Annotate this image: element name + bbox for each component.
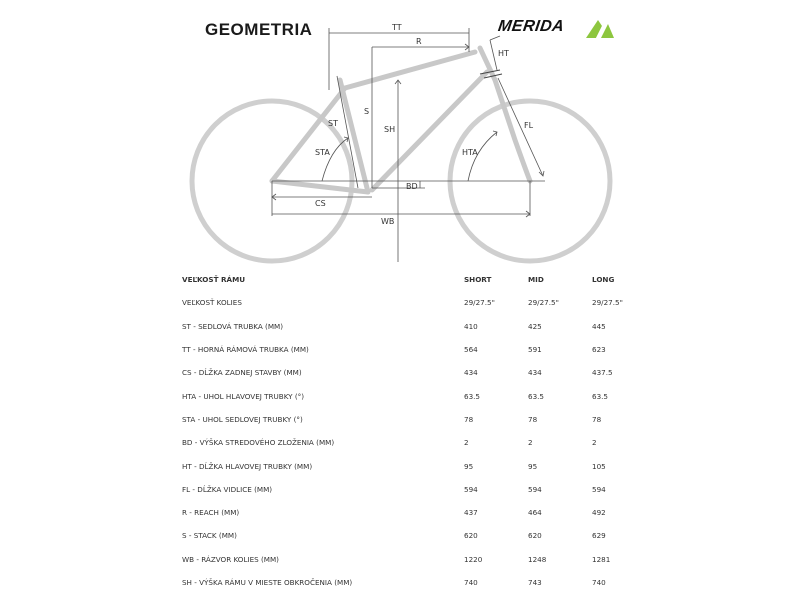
row-label: HTA - UHOL HLAVOVEJ TRUBKY (°) xyxy=(182,391,305,401)
cell-short: 437 xyxy=(464,508,478,518)
row-label: VEĽKOSŤ KOLIES xyxy=(182,298,242,308)
label-cs: CS xyxy=(315,199,326,208)
table-row xyxy=(182,361,632,384)
cell-mid: 464 xyxy=(528,508,542,518)
table-row xyxy=(182,291,632,314)
header-mid: MID xyxy=(528,275,544,285)
cell-long: 445 xyxy=(592,321,606,331)
label-r: R xyxy=(416,37,422,46)
cell-short: 78 xyxy=(464,414,474,424)
cell-mid: 743 xyxy=(528,578,542,587)
row-label: FL - DĹŽKA VIDLICE (MM) xyxy=(182,484,273,494)
header-frame-size: VEĽKOSŤ RÁMU xyxy=(182,275,246,285)
table-header-row xyxy=(182,268,632,291)
row-label: STA - UHOL SEDLOVEJ TRUBKY (°) xyxy=(182,414,303,424)
cell-long: 492 xyxy=(592,508,606,518)
cell-short: 434 xyxy=(464,368,478,378)
cell-long: 29/27.5" xyxy=(592,298,623,308)
row-label: BD - VÝŠKA STREDOVÉHO ZLOŽENIA (MM) xyxy=(182,438,335,448)
table-row xyxy=(182,478,632,501)
cell-long: 740 xyxy=(592,578,606,587)
table-row xyxy=(182,454,632,477)
dimension-lines xyxy=(272,28,545,262)
cell-mid: 63.5 xyxy=(528,391,545,401)
table-row xyxy=(182,548,632,571)
row-label: CS - DĹŽKA ZADNEJ STAVBY (MM) xyxy=(182,368,302,378)
cell-short: 95 xyxy=(464,461,474,471)
table-row xyxy=(182,384,632,407)
table-row xyxy=(182,431,632,454)
cell-short: 29/27.5" xyxy=(464,298,495,308)
cell-short: 564 xyxy=(464,345,478,355)
label-bd: BD xyxy=(406,182,418,191)
row-label: WB - RÁZVOR KOLIES (MM) xyxy=(182,554,279,564)
cell-short: 63.5 xyxy=(464,391,481,401)
label-hta: HTA xyxy=(462,148,478,157)
cell-long: 105 xyxy=(592,461,606,471)
table-row xyxy=(182,338,632,361)
header-long: LONG xyxy=(592,275,615,285)
cell-long: 629 xyxy=(592,531,606,541)
row-label: S - STACK (MM) xyxy=(182,531,237,541)
cell-mid: 620 xyxy=(528,531,542,541)
cell-mid: 425 xyxy=(528,321,542,331)
label-sta: STA xyxy=(315,148,330,157)
geometry-diagram xyxy=(0,0,800,268)
row-label: SH - VÝŠKA RÁMU V MIESTE OBKROČENIA (MM) xyxy=(182,578,353,587)
cell-long: 78 xyxy=(592,414,602,424)
label-ht: HT xyxy=(498,49,509,58)
cell-mid: 591 xyxy=(528,345,542,355)
table-row xyxy=(182,315,632,338)
brand-logo-text: MERIDA xyxy=(496,18,566,35)
geometry-table xyxy=(182,268,632,594)
label-tt: TT xyxy=(392,23,402,32)
label-s: S xyxy=(364,107,370,116)
row-label: TT - HORNÁ RÁMOVÁ TRUBKA (MM) xyxy=(182,345,309,355)
cell-short: 594 xyxy=(464,484,478,494)
cell-short: 740 xyxy=(464,578,478,587)
cell-short: 620 xyxy=(464,531,478,541)
label-sh: SH xyxy=(384,125,396,134)
table-row xyxy=(182,408,632,431)
cell-mid: 29/27.5" xyxy=(528,298,559,308)
header-short: SHORT xyxy=(464,275,492,285)
bike-frame xyxy=(272,48,530,192)
cell-mid: 95 xyxy=(528,461,538,471)
row-label: R - REACH (MM) xyxy=(182,508,240,518)
cell-long: 594 xyxy=(592,484,606,494)
cell-mid: 78 xyxy=(528,414,538,424)
row-label: HT - DĹŽKA HLAVOVEJ TRUBKY (MM) xyxy=(182,461,313,471)
cell-short: 2 xyxy=(464,438,469,448)
table-row xyxy=(182,571,632,594)
table-row xyxy=(182,501,632,524)
label-st: ST xyxy=(328,119,338,128)
cell-mid: 434 xyxy=(528,368,542,378)
cell-long: 623 xyxy=(592,345,606,355)
cell-mid: 2 xyxy=(528,438,533,448)
cell-short: 1220 xyxy=(464,554,483,564)
cell-short: 410 xyxy=(464,321,478,331)
table-row xyxy=(182,524,632,547)
cell-mid: 1248 xyxy=(528,554,547,564)
label-fl: FL xyxy=(524,121,534,130)
cell-mid: 594 xyxy=(528,484,542,494)
cell-long: 2 xyxy=(592,438,597,448)
label-wb: WB xyxy=(381,217,395,226)
cell-long: 437.5 xyxy=(592,368,613,378)
row-label: ST - SEDLOVÁ TRUBKA (MM) xyxy=(182,321,284,331)
cell-long: 1281 xyxy=(592,554,611,564)
cell-long: 63.5 xyxy=(592,391,609,401)
page-title: GEOMETRIA xyxy=(205,20,313,39)
